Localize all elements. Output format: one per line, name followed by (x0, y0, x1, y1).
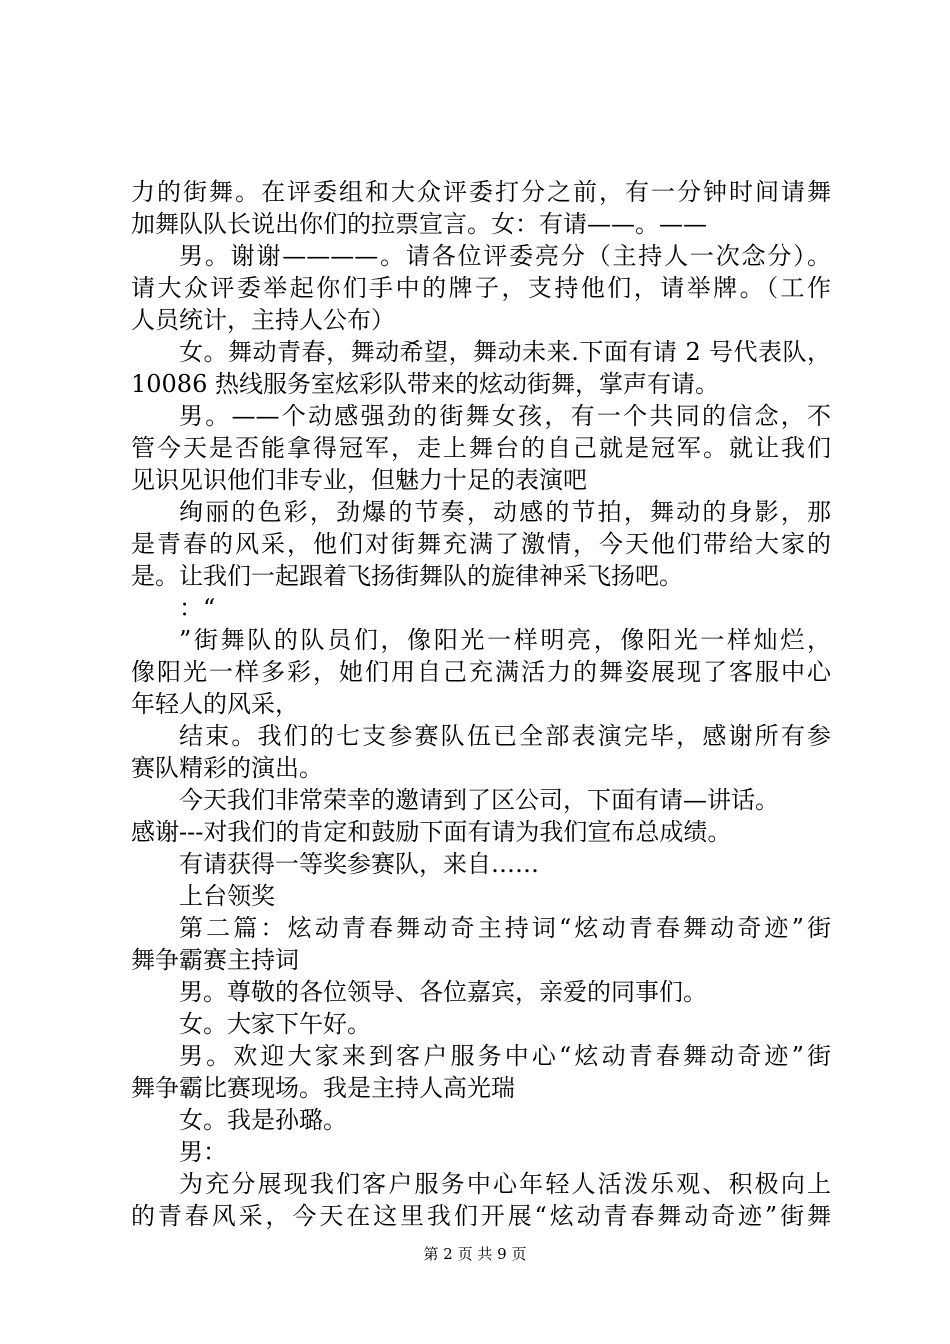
text-line: 女。舞动青春，舞动希望，舞动未来.下面有请 2 号代表队， (179, 338, 831, 366)
text-line: 请大众评委举起你们手中的牌子，支持他们，请举牌。（工作 (131, 274, 831, 302)
text-line: 是。让我们一起跟着飞扬街舞队的旋律神采飞扬吧。 (131, 562, 683, 590)
text-line: 女。我是孙璐。 (179, 1106, 347, 1134)
text-line: 是青春的风采，他们对街舞充满了激情，今天他们带给大家的 (131, 530, 831, 558)
text-line: 10086 热线服务室炫彩队带来的炫动街舞，掌声有请。 (131, 370, 719, 398)
text-line: 男。——个动感强劲的街舞女孩，有一个共同的信念，不 (179, 402, 831, 430)
text-line: 舞争霸赛主持词 (131, 946, 299, 974)
text-line: 上台领奖 (179, 882, 275, 910)
text-line: 男： (179, 1138, 227, 1166)
page-footer (0, 1244, 950, 1264)
text-line: 力的街舞。在评委组和大众评委打分之前，有一分钟时间请舞 (131, 178, 831, 206)
text-line: 见识见识他们非专业，但魅力十足的表演吧 (131, 466, 587, 494)
document-body (131, 176, 831, 1232)
text-line: ：“ (179, 594, 216, 622)
text-line: 第二篇：炫动青春舞动奇主持词“炫动青春舞动奇迹”街 (179, 914, 831, 942)
text-line: 年轻人的风采， (131, 690, 299, 718)
text-line: 像阳光一样多彩，她们用自己充满活力的舞姿展现了客服中心 (131, 658, 831, 686)
page-number: 第 2 页 共 9 页 (423, 1245, 527, 1263)
text-line: 有请获得一等奖参赛队，来自…… (179, 850, 539, 878)
text-line: 男。谢谢————。请各位评委亮分（主持人一次念分）。 (179, 242, 831, 270)
text-line: 人员统计，主持人公布） (131, 306, 395, 334)
text-line: 男。欢迎大家来到客户服务中心“炫动青春舞动奇迹”街 (179, 1042, 831, 1070)
text-line: 结束。我们的七支参赛队伍已全部表演完毕，感谢所有参 (179, 722, 831, 750)
text-line: 赛队精彩的演出。 (131, 754, 323, 782)
text-line: 今天我们非常荣幸的邀请到了区公司，下面有请—讲话。 (179, 786, 779, 814)
text-line: 舞争霸比赛现场。我是主持人高光瑞 (131, 1074, 515, 1102)
text-line: 管今天是否能拿得冠军，走上舞台的自己就是冠军。就让我们 (131, 434, 831, 462)
text-line: 绚丽的色彩，劲爆的节奏，动感的节拍，舞动的身影，那 (179, 498, 831, 526)
text-line: 感谢---对我们的肯定和鼓励下面有请为我们宣布总成绩。 (131, 818, 732, 846)
text-line: 男。尊敬的各位领导、各位嘉宾，亲爱的同事们。 (179, 978, 707, 1006)
text-line: 的青春风采，今天在这里我们开展“炫动青春舞动奇迹”街舞 (131, 1202, 831, 1230)
text-line: 女。大家下午好。 (179, 1010, 371, 1038)
text-line: 加舞队队长说出你们的拉票宣言。女：有请——。—— (131, 210, 707, 238)
text-line: ”街舞队的队员们，像阳光一样明亮，像阳光一样灿烂， (179, 626, 831, 654)
text-line: 为充分展现我们客户服务中心年轻人活泼乐观、积极向上 (179, 1170, 831, 1198)
